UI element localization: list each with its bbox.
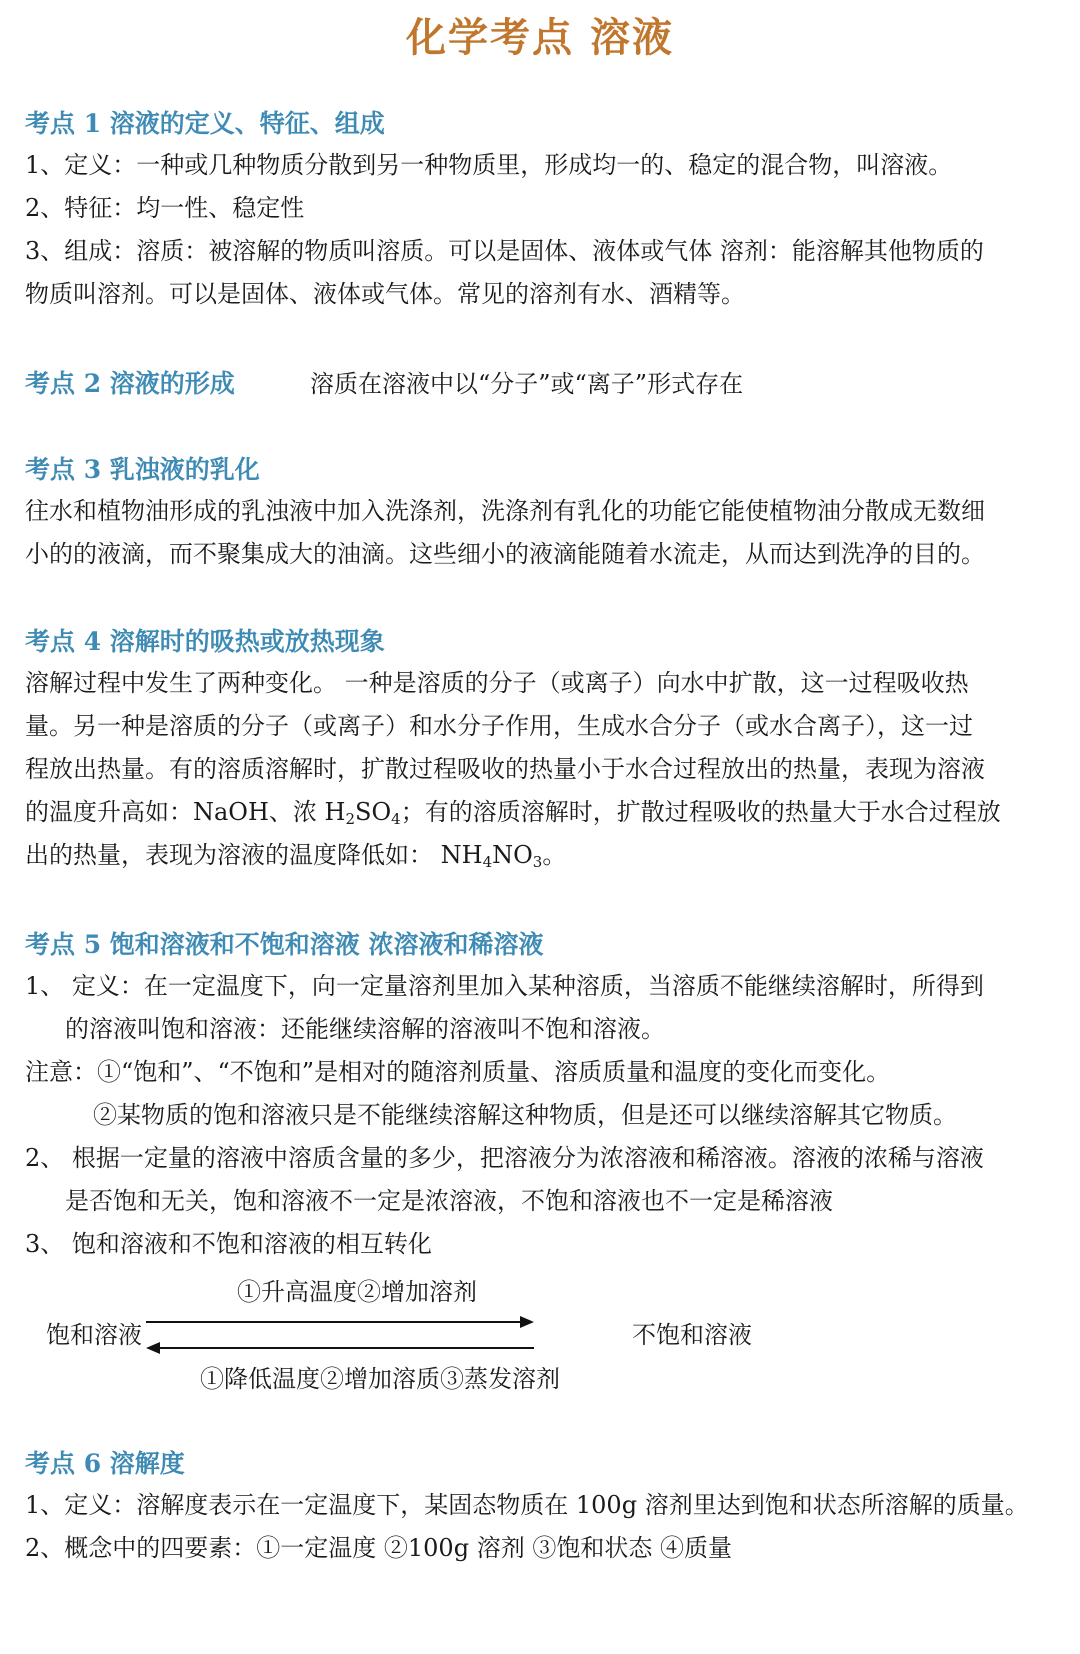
s5-item2-line-2: 是否饱和无关，饱和溶液不一定是浓溶液，不饱和溶液也不一定是稀溶液 bbox=[65, 1187, 833, 1215]
s5-item3-line: 3、 饱和溶液和不饱和溶液的相互转化 bbox=[25, 1230, 432, 1258]
s1-line-1: 1、定义：一种或几种物质分散到另一种物质里，形成均一的、稳定的混合物，叫溶液。 bbox=[25, 151, 953, 179]
s3-line-2: 小的的液滴，而不聚集成大的油滴。这些细小的液滴能随着水流走，从而达到洗净的目的。 bbox=[25, 540, 985, 568]
section-3-heading: 考点 3 乳浊液的乳化 bbox=[25, 455, 260, 484]
unsaturated-solution-label: 不饱和溶液 bbox=[632, 1321, 752, 1349]
s4-line-1: 溶解过程中发生了两种变化。 一种是溶质的分子（或离子）向水中扩散，这一过程吸收热 bbox=[25, 669, 969, 697]
section-6-heading: 考点 6 溶解度 bbox=[25, 1449, 185, 1478]
s5-def-line-2: 的溶液叫饱和溶液：还能继续溶解的溶液叫不饱和溶液。 bbox=[65, 1015, 665, 1043]
s5-note-line-1: 注意：①“饱和”、“不饱和”是相对的随溶剂质量、溶质质量和温度的变化而变化。 bbox=[25, 1058, 891, 1086]
section-2-note: 溶质在溶液中以“分子”或“离子”形式存在 bbox=[310, 370, 744, 398]
conversion-arrows bbox=[140, 1312, 540, 1357]
arrow-label-to-unsaturated: ①升高温度②增加溶剂 bbox=[237, 1278, 477, 1306]
saturated-solution-label: 饱和溶液 bbox=[46, 1321, 142, 1349]
s1-line-3: 3、组成：溶质：被溶解的物质叫溶质。可以是固体、液体或气体 溶剂：能溶解其他物质的 bbox=[25, 237, 984, 265]
section-4-heading: 考点 4 溶解时的吸热或放热现象 bbox=[25, 627, 385, 656]
section-5-heading: 考点 5 饱和溶液和不饱和溶液 浓溶液和稀溶液 bbox=[25, 930, 544, 959]
section-2-heading: 考点 2 溶液的形成 bbox=[25, 369, 235, 398]
s5-item2-line-1: 2、 根据一定量的溶液中溶质含量的多少，把溶液分为浓溶液和稀溶液。溶液的浓稀与溶液 bbox=[25, 1144, 984, 1172]
page-title: 化学考点 溶液 bbox=[406, 14, 674, 61]
s1-line-2: 2、特征：均一性、稳定性 bbox=[25, 194, 305, 222]
arrow-right-head bbox=[520, 1316, 534, 1328]
s4-line-4: 的温度升高如：NaOH、浓 $H_2SO_4$；有的溶质溶解时，扩散过程吸收的热量大于水合过程放 bbox=[25, 798, 1001, 828]
section-1-heading: 考点 1 溶液的定义、特征、组成 bbox=[25, 109, 385, 138]
arrow-left-head bbox=[146, 1342, 160, 1354]
s6-line-1: 1、定义：溶解度表示在一定温度下，某固态物质在 100g 溶剂里达到饱和状态所溶解的质量。 bbox=[25, 1491, 1029, 1519]
s4-line-2: 量。另一种是溶质的分子（或离子）和水分子作用，生成水合分子（或水合离子），这一过 bbox=[25, 712, 973, 740]
s4-line-3: 程放出热量。有的溶质溶解时，扩散过程吸收的热量小于水合过程放出的热量，表现为溶液 bbox=[25, 755, 985, 783]
s6-line-2: 2、概念中的四要素：①一定温度 ②100g 溶剂 ③饱和状态 ④质量 bbox=[25, 1534, 732, 1562]
s5-def-line-1: 1、 定义：在一定温度下，向一定量溶剂里加入某种溶质，当溶质不能继续溶解时，所得到 bbox=[25, 972, 984, 1000]
s1-line-4: 物质叫溶剂。可以是固体、液体或气体。常见的溶剂有水、酒精等。 bbox=[25, 280, 745, 308]
s5-note-line-2: ②某物质的饱和溶液只是不能继续溶解这种物质，但是还可以继续溶解其它物质。 bbox=[93, 1101, 957, 1129]
s3-line-1: 往水和植物油形成的乳浊液中加入洗涤剂，洗涤剂有乳化的功能它能使植物油分散成无数细 bbox=[25, 497, 985, 525]
arrow-label-to-saturated: ①降低温度②增加溶质③蒸发溶剂 bbox=[200, 1365, 560, 1393]
s4-line-5: 出的热量，表现为溶液的温度降低如： $NH_4NO_3$。 bbox=[25, 841, 567, 871]
